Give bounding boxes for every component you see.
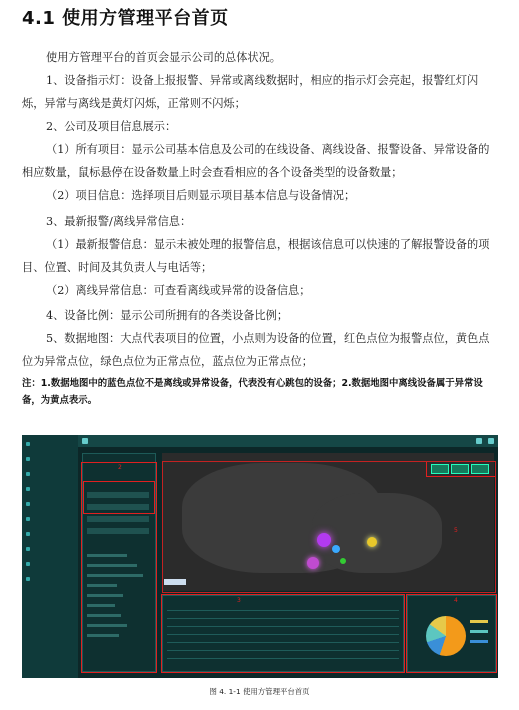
- platform-screenshot: [22, 435, 498, 678]
- section-title: 4.1 使用方管理平台首页: [22, 8, 229, 29]
- paragraph-all-projects: （1）所有项目：显示公司基本信息及公司的在线设备、离线设备、报警设备、异常设备的相应数量，鼠标悬停在设备数量上时会查看相应的各个设备类型的设备数量；: [22, 143, 490, 179]
- user-icon: [476, 438, 482, 444]
- paragraph-indicator-light: 1、设备指示灯：设备上报报警、异常或离线数据时，相应的指示灯会亮起，报警红灯闪烁，异常与离线是黄灯闪烁，正常则不闪烁；: [22, 74, 479, 110]
- sidebar-item: [22, 437, 78, 450]
- paragraph-device-ratio: 4、设备比例：显示公司所拥有的各类设备比例；: [46, 309, 289, 322]
- paragraph-alarm-detail: （1）最新报警信息：显示未被处理的报警信息，根据该信息可以快速的了解报警设备的项目、位置、时间及其负责人与电话等；: [22, 238, 490, 274]
- marker-3: 3: [237, 597, 241, 604]
- sidebar-item: [22, 512, 78, 525]
- marker-box-4: [406, 594, 497, 673]
- paragraph-data-map: 5、数据地图：大点代表项目的位置，小点则为设备的位置，红色点位为报警点位，黄色点位为异常点位，绿色点位为正常点位，蓝点位为正常点位；: [22, 332, 490, 368]
- menu-icon: [82, 438, 88, 444]
- marker-box-5: [162, 461, 496, 593]
- sidebar-item: [22, 572, 78, 585]
- sidebar-item: [22, 482, 78, 495]
- paragraph-intro: 使用方管理平台的首页会显示公司的总体状况。: [46, 51, 281, 64]
- marker-4: 4: [454, 597, 458, 604]
- marker-2: 2: [118, 464, 122, 471]
- sidebar-item: [22, 467, 78, 480]
- sidebar-item: [22, 497, 78, 510]
- paragraph-project-info: （2）项目信息：选择项目后则显示项目基本信息与设备情况；: [46, 189, 356, 202]
- paragraph-offline-info: （2）离线异常信息：可查看离线或异常的设备信息；: [46, 284, 311, 297]
- sidebar-item: [22, 542, 78, 555]
- marker-box-1: [83, 481, 155, 514]
- sidebar-item: [22, 527, 78, 540]
- paragraph-latest-alarm: 3、最新报警/离线异常信息：: [46, 215, 192, 228]
- sidebar-item: [22, 557, 78, 570]
- marker-box-3: [161, 594, 405, 673]
- note-text: 注：1.数据地图中的蓝色点位不是离线或异常设备，代表没有心跳包的设备；2.数据地图中离线设备属于异常设备，为黄点表示。: [22, 378, 483, 406]
- marker-5: 5: [454, 527, 458, 534]
- settings-icon: [488, 438, 494, 444]
- paragraph-company-info: 2、公司及项目信息展示：: [46, 120, 177, 133]
- figure-caption: 图 4. 1-1 使用方管理平台首页: [209, 687, 310, 696]
- sidebar-item: [22, 452, 78, 465]
- screenshot-topbar: [78, 435, 498, 447]
- screenshot-sidebar: [22, 435, 78, 678]
